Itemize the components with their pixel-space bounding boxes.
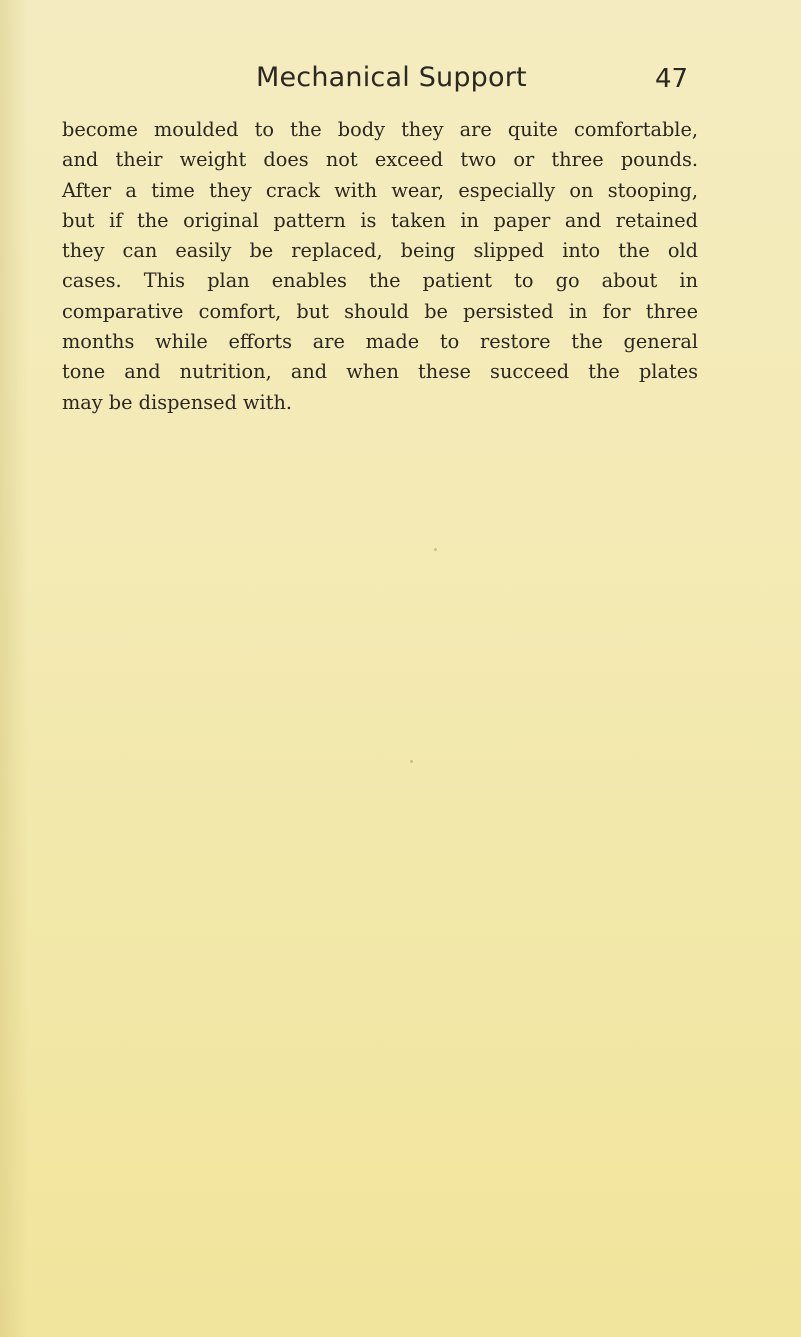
text-line: tone and nutrition, and when these succeed the plates	[62, 360, 698, 384]
paper-speck	[410, 760, 413, 763]
text-line: cases. This plan enables the patient to go about in	[62, 269, 698, 293]
text-line: and their weight does not exceed two or three pounds.	[62, 148, 698, 172]
text-line: become moulded to the body they are quite comfortable,	[62, 118, 698, 141]
text-line: months while efforts are made to restore the general	[62, 330, 698, 354]
text-line: may be dispensed with.	[62, 390, 293, 414]
page-gutter-shadow	[0, 0, 28, 1337]
text-line: After a time they crack with wear, especially on stooping,	[62, 178, 698, 202]
running-head	[0, 62, 801, 102]
text-line: but if the original pattern is taken in paper and retained	[62, 208, 698, 232]
page-number: 47	[655, 64, 689, 94]
text-line: comparative comfort, but should be persisted in for three	[62, 299, 698, 323]
running-title: Mechanical Support	[256, 62, 527, 93]
body-paragraph	[62, 115, 698, 418]
paper-speck	[434, 548, 437, 551]
text-line: they can easily be replaced, being slipped into the old	[62, 239, 698, 263]
